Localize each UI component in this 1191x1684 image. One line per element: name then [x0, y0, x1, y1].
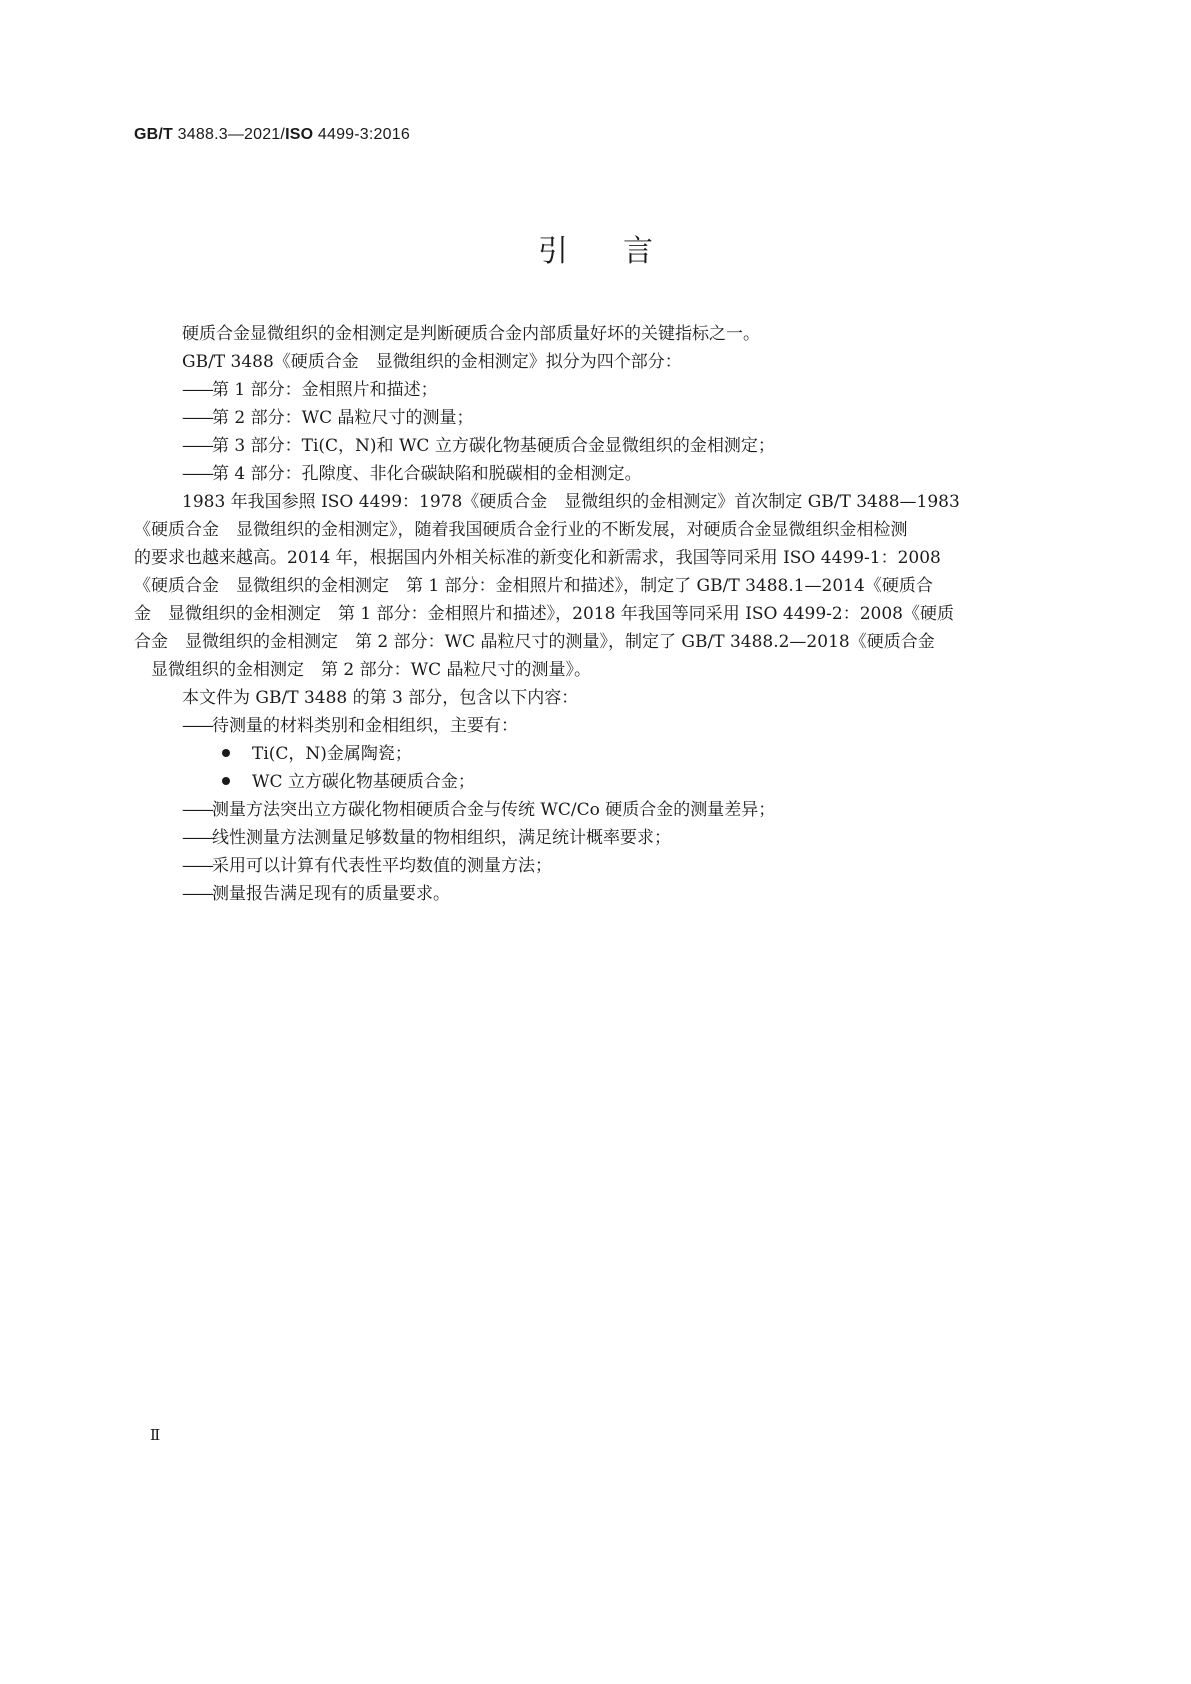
part-item-text: 第 1 部分：金相照片和描述； [212, 380, 438, 400]
history-line: 《硬质合金 显微组织的金相测定》，随着我国硬质合金行业的不断发展，对硬质合金显微组织金相检测 [134, 520, 908, 540]
part-item [134, 432, 1058, 460]
page-number: Ⅱ [150, 1426, 161, 1444]
history-line: 显微组织的金相测定 第 2 部分：WC 晶粒尺寸的测量》。 [134, 660, 592, 680]
part-item-text: 第 2 部分：WC 晶粒尺寸的测量； [212, 408, 474, 428]
part-item [134, 376, 1058, 404]
history-line: 合金 显微组织的金相测定 第 2 部分：WC 晶粒尺寸的测量》，制定了 GB/T 3488.2—2018《硬质合金 [134, 632, 935, 652]
page-title: 引言 [538, 234, 708, 269]
part-item-text: 第 3 部分：Ti(C，N)和 WC 立方碳化物基硬质合金显微组织的金相测定； [212, 436, 775, 456]
dash-mark: —— [182, 464, 212, 484]
content-item-text: 待测量的材料类别和金相组织，主要有： [212, 716, 518, 736]
part-item [134, 460, 1058, 488]
history-line: 金 显微组织的金相测定 第 1 部分：金相照片和描述》，2018 年我国等同采用 ISO 4499-2：2008《硬质 [134, 604, 954, 624]
history-paragraph [134, 488, 1058, 684]
standard-code-header [134, 126, 410, 144]
dash-mark: —— [182, 800, 212, 820]
dash-mark: —— [182, 856, 212, 876]
header-iso-number: 4499-3:2016 [313, 126, 410, 143]
dash-mark: —— [182, 436, 212, 456]
content-item-text: 测量报告满足现有的质量要求。 [212, 884, 450, 904]
part-item [134, 404, 1058, 432]
history-line: 的要求也越来越高。2014 年，根据国内外相关标准的新变化和新需求，我国等同采用 ISO 4499-1：2008 [134, 548, 941, 568]
dash-mark: —— [182, 884, 212, 904]
content-item [134, 880, 1058, 908]
bullet-item-text: Ti(C，N)金属陶瓷； [252, 744, 412, 764]
dash-mark: —— [182, 380, 212, 400]
document-body [134, 320, 1058, 908]
header-number: 3488.3—2021/ [173, 126, 286, 143]
parts-intro: GB/T 3488《硬质合金 显微组织的金相测定》拟分为四个部分： [182, 352, 682, 372]
history-line: 1983 年我国参照 ISO 4499：1978《硬质合金 显微组织的金相测定》首次制定 GB/T 3488—1983 [182, 492, 960, 512]
header-iso: ISO [285, 126, 314, 143]
content-item [134, 852, 1058, 880]
history-line: 《硬质合金 显微组织的金相测定 第 1 部分：金相照片和描述》，制定了 GB/T 3488.1—2014《硬质合 [134, 576, 933, 596]
contents-intro: 本文件为 GB/T 3488 的第 3 部分，包含以下内容： [182, 688, 579, 708]
bullet-dot-icon [222, 777, 230, 785]
intro-paragraph: 硬质合金显微组织的金相测定是判断硬质合金内部质量好坏的关键指标之一。 [182, 324, 760, 344]
bullet-item-text: WC 立方碳化物基硬质合金； [252, 772, 475, 792]
bullet-dot-icon [222, 749, 230, 757]
content-item [134, 712, 1058, 740]
content-item [134, 824, 1058, 852]
content-item [134, 796, 1058, 824]
bullet-item [134, 740, 1058, 768]
dash-mark: —— [182, 408, 212, 428]
content-item-text: 线性测量方法测量足够数量的物相组织，满足统计概率要求； [212, 828, 671, 848]
content-item-text: 采用可以计算有代表性平均数值的测量方法； [212, 856, 552, 876]
content-item-text: 测量方法突出立方碳化物相硬质合金与传统 WC/Co 硬质合金的测量差异； [212, 800, 776, 820]
dash-mark: —— [182, 828, 212, 848]
part-item-text: 第 4 部分：孔隙度、非化合碳缺陷和脱碳相的金相测定。 [212, 464, 642, 484]
dash-mark: —— [182, 716, 212, 736]
header-gbt: GB/T [134, 126, 174, 143]
bullet-item [134, 768, 1058, 796]
